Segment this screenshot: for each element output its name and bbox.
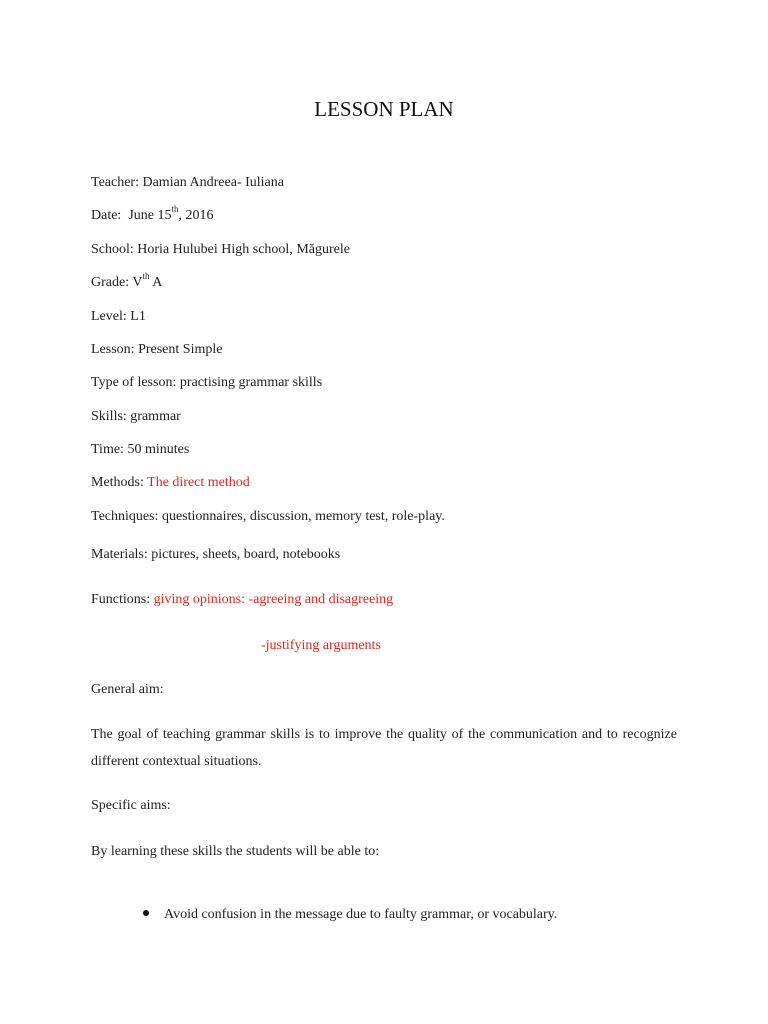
school-line [91, 241, 350, 259]
lesson-label: Lesson: [91, 342, 135, 357]
skills-label: Skills: [91, 409, 127, 424]
lesson-value: Present Simple [138, 342, 223, 357]
date-label: Date: [91, 208, 122, 223]
functions-value-line2: -justifying arguments [261, 638, 381, 653]
level-value: L1 [130, 309, 146, 324]
grade-label: Grade: [91, 275, 130, 290]
time-label: Time: [91, 442, 124, 457]
time-line [91, 441, 189, 459]
date-line [91, 204, 214, 225]
techniques-label: Techniques: [91, 509, 159, 524]
list-item: Avoid confusion in the message due to faulty grammar, or vocabulary. [164, 907, 558, 922]
functions-label: Functions: [91, 592, 151, 607]
techniques-value: questionnaires, discussion, memory test, role-play. [161, 509, 445, 524]
type-of-lesson-value: practising grammar skills [179, 375, 323, 390]
teacher-label: Teacher: [91, 175, 139, 190]
techniques-line [91, 508, 445, 526]
methods-line [91, 474, 250, 492]
specific-aims-heading: Specific aims: [91, 798, 171, 813]
materials-line [91, 546, 340, 564]
time-value: 50 minutes [127, 442, 190, 457]
teacher-line [91, 174, 284, 192]
school-label: School: [91, 242, 134, 257]
grade-line [91, 271, 163, 292]
lesson-line [91, 341, 222, 359]
functions-value-line1: giving opinions: -agreeing and disagreeing [153, 592, 394, 607]
general-aim-heading: General aim: [91, 682, 164, 697]
page-title: LESSON PLAN [314, 97, 454, 121]
skills-value: grammar [130, 409, 181, 424]
skills-line [91, 408, 181, 426]
specific-aims-intro: By learning these skills the students will be able to: [91, 844, 380, 859]
level-line [91, 308, 146, 326]
materials-label: Materials: [91, 547, 148, 562]
general-aim-paragraph: The goal of teaching grammar skills is to improve the quality of the communication and to recognize different contextual situations. [91, 727, 677, 769]
grade-value: Vth A [132, 271, 163, 290]
teacher-value: Damian Andreea- Iuliana [142, 175, 284, 190]
date-value: June 15th, 2016 [128, 204, 214, 223]
type-of-lesson-line [91, 374, 322, 392]
methods-label: Methods: [91, 475, 144, 490]
level-label: Level: [91, 309, 127, 324]
methods-value: The direct method [147, 475, 250, 490]
functions-line [91, 591, 393, 609]
materials-value: pictures, sheets, board, notebooks [151, 547, 341, 562]
type-of-lesson-label: Type of lesson: [91, 375, 177, 390]
school-value: Horia Hulubei High school, Măgurele [137, 242, 350, 257]
bullet-icon [143, 910, 149, 916]
